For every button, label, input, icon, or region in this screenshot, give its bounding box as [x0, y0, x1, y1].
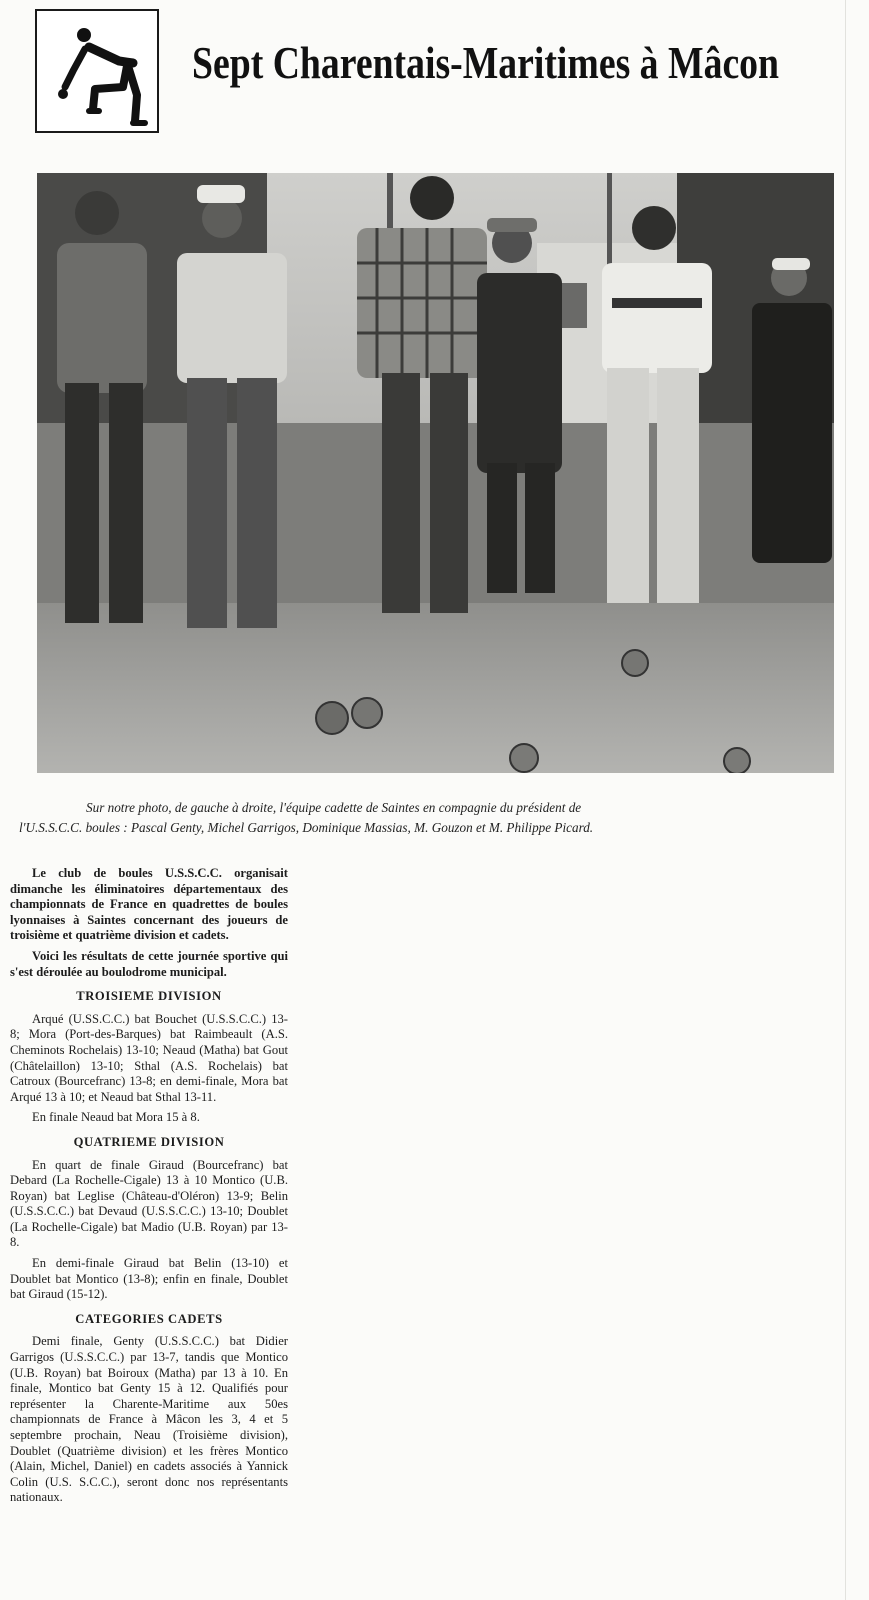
team-photo-image: [37, 173, 834, 773]
photo-caption: [19, 798, 834, 838]
article-intro-2: Voici les résultats de cette journée sportive qui s'est déroulée au boulodrome municipal.: [10, 948, 288, 979]
caption-line-2: l'U.S.S.C.C. boules : Pascal Genty, Michel Garrigos, Dominique Massias, M. Gouzon et M. Philippe Picard.: [19, 820, 594, 835]
article-body: [10, 866, 288, 1511]
section-heading-troisieme: TROISIEME DIVISION: [76, 989, 222, 1004]
page-fold-line: [845, 0, 846, 1600]
section-troisieme-final: En finale Neaud bat Mora 15 à 8.: [32, 1110, 200, 1125]
section-quatrieme-results: En quart de finale Giraud (Bourcefranc) bat Debard (La Rochelle-Cigale) 13 à 10 Montico (U.B. Royan) bat Leglise (Château-d'Oléron) 13-9; Belin (U.S.S.C.C.) bat Devaud (U.S.S.C.C.) 13-10; Doublet (La Rochelle-Cigale) bat Madio (U.B. Royan) par 13-8.: [10, 1157, 288, 1250]
article-intro: Le club de boules U.S.S.C.C. organisait dimanche les éliminatoires départementaux des championnats de France en quadrettes de boules lyonnaises à Saintes concernant des joueurs de troisième et quatrième division et cadets.: [10, 866, 288, 943]
caption-line-1: Sur notre photo, de gauche à droite, l'équipe cadette de Saintes en compagnie du président de: [86, 800, 582, 815]
section-quatrieme-final: En demi-finale Giraud bat Belin (13-10) et Doublet bat Montico (13-8); enfin en finale, Doublet bat Giraud (15-12).: [10, 1256, 288, 1302]
section-troisieme-results: Arqué (U.SS.C.C.) bat Bouchet (U.S.S.C.C.) 13-8; Mora (Port-des-Barques) bat Raimbeault (A.S. Cheminots Rochelais) 13-10; Neaud (Matha) bat Gout (Châtelaillon) 13-10; Sthal (A.S. Rochelais) bat Catroux (Bourcefranc) 13-8; en demi-finale, Mora bat Arqué 13 à 10; et Neaud bat Sthal 13-11.: [10, 1011, 288, 1104]
headline: Sept Charentais-Maritimes à Mâcon: [192, 37, 780, 88]
petanque-player-icon: [37, 11, 157, 131]
section-heading-quatrieme: QUATRIEME DIVISION: [73, 1134, 225, 1149]
logo-box: [35, 9, 159, 133]
section-heading-cadets: CATEGORIES CADETS: [75, 1311, 223, 1326]
section-cadets-results: Demi finale, Genty (U.S.S.C.C.) bat Didier Garrigos (U.S.S.C.C.) par 13-7, tandis que Montico (U.B. Royan) bat Boiroux (Matha) par 13 à 10. En finale, Montico bat Genty 15 à 12. Qualifiés pour représenter la Charente-Maritime aux 50es championnats de France à Mâcon les 3, 4 et 5 septembre prochain, Neau (Troisième division), Doublet (Quatrième division) et les frères Montico (Alain, Michel, Daniel) en cadets associés à Yannick Colin (U.S. S.C.C.), seront donc nos représentants nationaux.: [10, 1334, 288, 1505]
